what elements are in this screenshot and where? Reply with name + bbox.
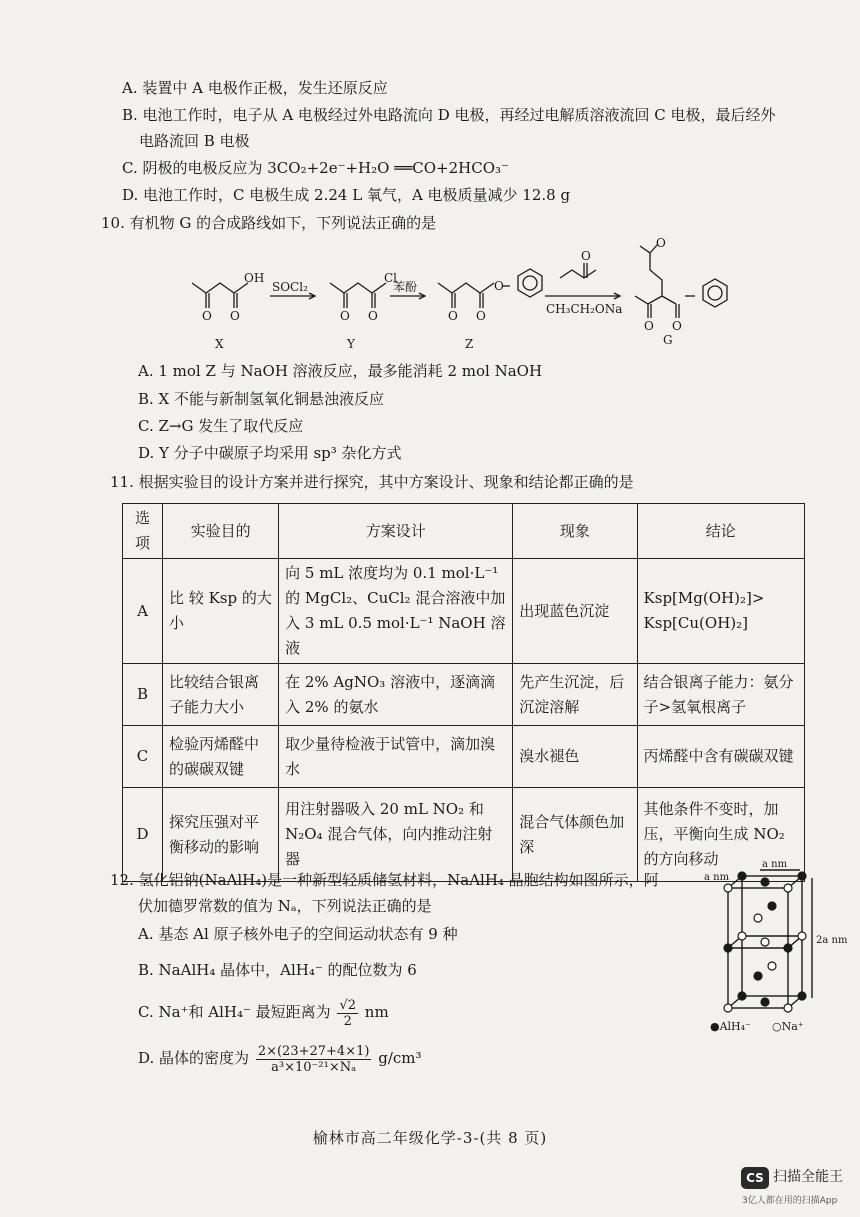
watermark-subtitle: 3亿人都在用的扫描App [742,1196,838,1206]
atom-o-label-g1: O [656,236,666,250]
camscanner-logo: CS [741,1167,769,1189]
q12-option-b: B. NaAlH₄ 晶体中，AlH₄⁻ 的配位数为 6 [138,961,417,979]
header-option: 选项 [123,504,163,559]
figure-legend-alh4: ●AlH₄⁻ [710,1020,751,1033]
figure-legend-na: ○Na⁺ [772,1020,804,1033]
atom-oh-label: OH [244,271,265,285]
q10-option-b: B. X 不能与新制氢氧化铜悬浊液反应 [138,390,385,408]
q10-stem: 10. 有机物 G 的合成路线如下，下列说法正确的是 [101,214,437,232]
atom-o-label-g2: O [644,319,654,333]
q9-option-b-line1: B. 电池工作时，电子从 A 电极经过外电路流向 D 电极，再经过电解质溶液流回 C 电极，最后经外 [122,106,776,124]
q10-option-a: A. 1 mol Z 与 NaOH 溶液反应，最多能消耗 2 mol NaOH [138,362,543,380]
figure-top-label: a nm [762,859,788,870]
row-phenomenon: 先产生沉淀，后沉淀溶解 [513,664,637,726]
reagent-phenol: 苯酚 [393,280,418,294]
atom-o-label-y1: O [340,309,350,323]
atom-o-label-g3: O [672,319,682,333]
q12-stem-line2: 伏加德罗常数的值为 Nₐ，下列说法正确的是 [138,897,432,915]
atom-o-label-x1: O [202,309,212,323]
label-z: Z [465,337,474,351]
q12-option-c-unit: nm [364,1003,389,1021]
header-plan: 方案设计 [279,504,513,559]
label-y: Y [347,337,355,351]
row-conclusion: 其他条件不变时，加压，平衡向生成 NO₂ 的方向移动 [637,788,804,882]
q12-stem-line1: 12. 氢化铝钠(NaAlH₄)是一种新型轻质储氢材料，NaAlH₄ 晶胞结构如图所示，阿 [110,871,659,889]
row-phenomenon: 出现蓝色沉淀 [513,559,637,664]
q12-option-c-fraction [337,998,358,1029]
reagent-socl2: SOCl₂ [272,280,308,294]
row-phenomenon: 混合气体颜色加深 [513,788,637,882]
q11-stem: 11. 根据实验目的设计方案并进行探究，其中方案设计、现象和结论都正确的是 [110,473,634,491]
q9-option-c: C. 阴极的电极反应为 3CO₂+2e⁻+H₂O ══CO+2HCO₃⁻ [122,159,509,177]
q12-option-d-fraction [256,1044,372,1075]
row-goal: 比 较 Ksp 的大小 [163,559,279,664]
crystal-cell-figure [700,858,848,1033]
q9-option-b-line2: 电路流回 B 电极 [139,132,250,150]
atom-o-label-z2: O [476,309,486,323]
row-conclusion: Ksp[Mg(OH)₂]> Ksp[Cu(OH)₂] [637,559,804,664]
table-row [123,559,805,664]
fraction-numerator: 2×(23+27+4×1) [257,1043,370,1059]
q12-option-c [138,994,389,1030]
fraction-denominator: 2 [343,1013,352,1029]
row-goal: 比较结合银离子能力大小 [163,664,279,726]
table-row [123,726,805,788]
row-option: B [123,664,163,726]
fraction-numerator: √2 [339,997,356,1013]
q10-option-c: C. Z→G 发生了取代反应 [138,417,304,435]
row-option: D [123,788,163,882]
q10-option-d: D. Y 分子中碳原子均采用 sp³ 杂化方式 [138,444,402,462]
label-x: X [215,337,224,351]
row-plan: 用注射器吸入 20 mL NO₂ 和 N₂O₄ 混合气体，向内推动注射器 [279,788,513,882]
q12-option-a: A. 基态 Al 原子核外电子的空间运动状态有 9 种 [138,925,458,943]
fraction-denominator: a³×10⁻²¹×Nₐ [271,1059,357,1075]
atom-o-label-y2: O [368,309,378,323]
header-phenomenon: 现象 [513,504,637,559]
figure-side-label: 2a nm [816,935,848,946]
row-phenomenon: 溴水褪色 [513,726,637,788]
row-goal: 检验丙烯醛中的碳碳双键 [163,726,279,788]
row-goal: 探究压强对平衡移动的影响 [163,788,279,882]
q12-option-d [138,1040,422,1076]
q12-option-d-unit: g/cm³ [378,1049,422,1067]
row-plan: 在 2% AgNO₃ 溶液中，逐滴滴入 2% 的氨水 [279,664,513,726]
atom-o-label-x2: O [230,309,240,323]
reagent-base: CH₃CH₂ONa [546,302,623,316]
watermark-title: 扫描全能王 [773,1169,843,1185]
atom-o-label-z3: O [494,279,504,293]
row-conclusion: 结合银离子能力：氨分子>氢氧根离子 [637,664,804,726]
label-g: G [663,333,673,347]
header-conclusion: 结论 [637,504,804,559]
row-conclusion: 丙烯醛中含有碳碳双键 [637,726,804,788]
q9-option-a: A. 装置中 A 电极作正极，发生还原反应 [122,79,388,97]
q12-option-d-prefix: D. 晶体的密度为 [138,1049,250,1067]
figure-depth-label: a nm [704,872,730,883]
q9-option-d: D. 电池工作时，C 电极生成 2.24 L 氧气，A 电极质量减少 12.8 g [122,186,571,204]
atom-o-label-z1: O [448,309,458,323]
header-goal: 实验目的 [163,504,279,559]
row-plan: 取少量待检液于试管中，滴加溴水 [279,726,513,788]
page-footer: 榆林市高二年级化学-3-(共 8 页) [312,1129,548,1147]
row-plan: 向 5 mL 浓度均为 0.1 mol·L⁻¹ 的 MgCl₂、CuCl₂ 混合溶液中加入 3 mL 0.5 mol·L⁻¹ NaOH 溶液 [279,559,513,664]
row-option: C [123,726,163,788]
q12-option-c-prefix: C. Na⁺和 AlH₄⁻ 最短距离为 [138,1003,331,1021]
experiment-table [122,503,805,882]
atom-o-label-enone: O [581,249,591,263]
row-option: A [123,559,163,664]
synthesis-scheme [180,238,760,356]
table-row [123,664,805,726]
atom-cl-label: Cl [384,271,398,285]
table-header-row [123,504,805,559]
